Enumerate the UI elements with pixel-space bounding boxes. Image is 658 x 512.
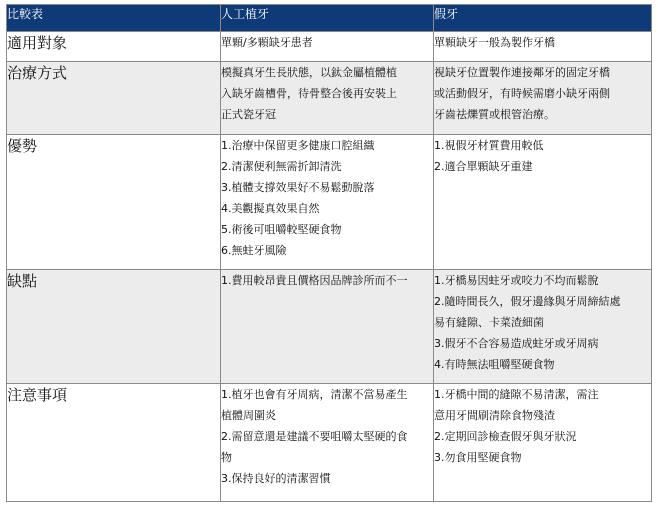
denture-text: 2.隨時間長久，假牙邊緣與牙周締結處: [434, 295, 621, 308]
implant-text: 正式瓷牙冠: [221, 108, 276, 121]
table-row: [7, 270, 652, 384]
header-compare: 比較表: [7, 5, 221, 32]
denture-text: 1.牙橋易因蛀牙或咬力不均而鬆脫: [434, 274, 599, 287]
row-label: 治療方式: [7, 62, 221, 135]
denture-text: 1.牙橋中間的縫隙不易清潔，需注: [434, 388, 599, 401]
comparison-table-container: [6, 4, 652, 502]
implant-cell: [221, 270, 434, 384]
denture-cell: [434, 135, 652, 270]
implant-cell: [221, 32, 434, 62]
denture-cell: [434, 270, 652, 384]
implant-text: 3.植體支撐效果好不易鬆動脫落: [221, 181, 375, 194]
implant-text: 5.術後可咀嚼較堅硬食物: [221, 223, 342, 236]
implant-cell: [221, 135, 434, 270]
denture-cell: [434, 32, 652, 62]
denture-text: 單顆缺牙一般為製作牙橋: [434, 36, 555, 49]
denture-text: 3.勿食用堅硬食物: [434, 451, 522, 464]
row-label: 優勢: [7, 135, 221, 270]
implant-text: 入缺牙齒槽骨，待骨整合後再安裝上: [221, 87, 397, 100]
denture-text: 4.有時無法咀嚼堅硬食物: [434, 358, 555, 371]
implant-cell: [221, 62, 434, 135]
denture-text: 易有縫隙、卡菜渣細菌: [434, 316, 544, 329]
table-row: [7, 32, 652, 62]
denture-text: 牙齒祛爍質或根管治療。: [434, 108, 555, 121]
implant-text: 物: [221, 451, 232, 464]
header-denture: 假牙: [434, 5, 652, 32]
implant-text: 6.無蛀牙風險: [221, 244, 287, 257]
implant-text: 2.清潔便利無需折卸清洗: [221, 160, 342, 173]
implant-text: 3.保持良好的清潔習慣: [221, 472, 331, 485]
implant-text: 模擬真牙生長狀態，以鈦金屬植體植: [221, 66, 397, 79]
row-label: 缺點: [7, 270, 221, 384]
row-label: 注意事項: [7, 384, 221, 502]
implant-text: 1.治療中保留更多健康口腔組織: [221, 139, 375, 152]
implant-cell: [221, 384, 434, 502]
denture-text: 意用牙間刷清除食物殘渣: [434, 409, 555, 422]
implant-text: 1.植牙也會有牙周病，清潔不當易產生: [221, 388, 408, 401]
denture-text: 2.適合單顆缺牙重建: [434, 160, 533, 173]
denture-cell: [434, 384, 652, 502]
implant-text: 1.費用較昂貴且價格因品牌診所而不一: [221, 274, 408, 287]
denture-text: 視缺牙位置製作連接鄰牙的固定牙橋: [434, 66, 610, 79]
table-row: [7, 384, 652, 502]
table-row: [7, 62, 652, 135]
denture-text: 3.假牙不合容易造成蛀牙或牙周病: [434, 337, 599, 350]
implant-text: 植體周圍炎: [221, 409, 276, 422]
table-header-row: [7, 5, 652, 32]
implant-text: 4.美觀擬真效果自然: [221, 202, 320, 215]
implant-text: 2.需留意還是建議不要咀嚼太堅硬的食: [221, 430, 408, 443]
comparison-table: [6, 4, 652, 502]
denture-text: 2.定期回診檢查假牙與牙狀況: [434, 430, 577, 443]
denture-cell: [434, 62, 652, 135]
header-implant: 人工植牙: [221, 5, 434, 32]
implant-text: 單顆/多顆缺牙患者: [221, 36, 313, 49]
table-row: [7, 135, 652, 270]
denture-text: 1.視假牙材質費用較低: [434, 139, 544, 152]
row-label: 適用對象: [7, 32, 221, 62]
denture-text: 或活動假牙，有時候需磨小缺牙兩側: [434, 87, 610, 100]
